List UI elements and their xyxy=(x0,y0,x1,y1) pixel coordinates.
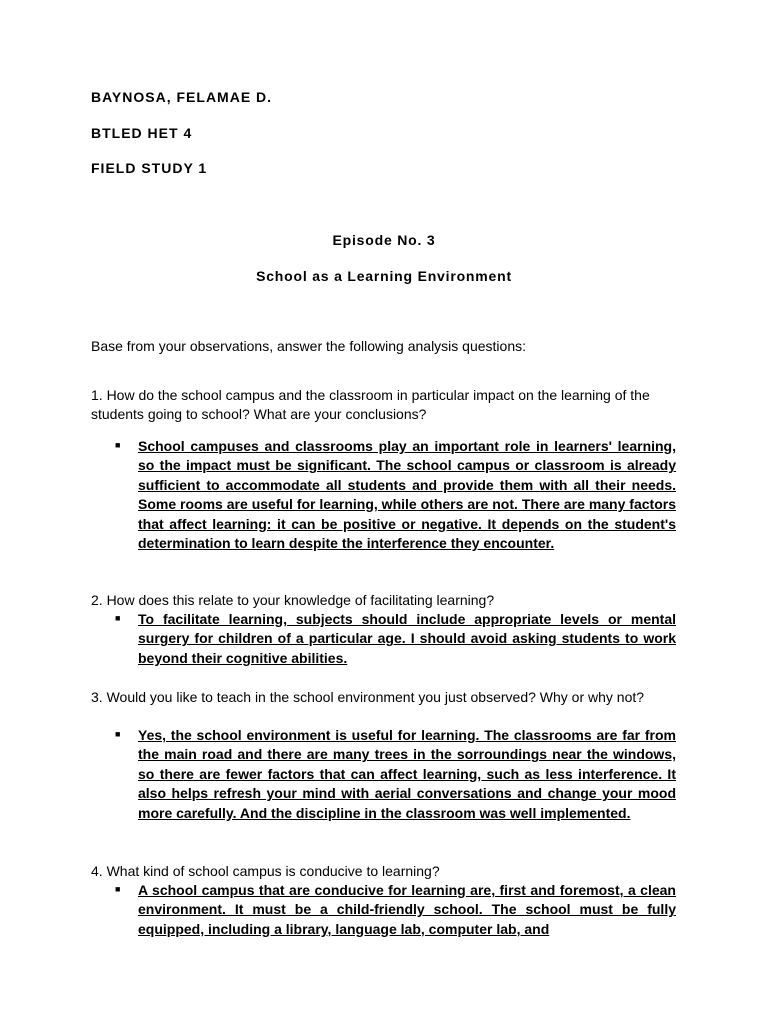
bullet-icon: ■ xyxy=(115,729,121,739)
question-1: 1. How do the school campus and the classroom in particular impact on the learning of the students going to school? What are your conclusions? xyxy=(91,387,650,422)
answer-3: Yes, the school environment is useful for learning. The classrooms are far from the main road and there are many trees in the sorroundings near the windows, so there are fewer factors that can affect learning, such as less interference. It also helps refresh your mind with aerial conversations and change your mood more carefully. And the discipline in the classroom was well implemented. xyxy=(138,727,676,821)
student-name: BAYNOSA, FELAMAE D. xyxy=(91,89,273,105)
bullet-icon: ■ xyxy=(115,440,121,450)
question-4: 4. What kind of school campus is conducive to learning? xyxy=(91,863,440,879)
subject-title: FIELD STUDY 1 xyxy=(91,160,208,176)
bullet-icon: ■ xyxy=(115,613,121,623)
question-2: 2. How does this relate to your knowledge of facilitating learning? xyxy=(91,592,495,608)
answer-2: To facilitate learning, subjects should include appropriate levels or mental surgery for children of a particular age. I should avoid asking students to work beyond their cognitive abilities. xyxy=(138,611,676,666)
answer-4: A school campus that are conducive for learning are, first and foremost, a clean environment. It must be a child-friendly school. The school must be fully equipped, including a library, language lab, computer lab, and xyxy=(138,882,676,937)
episode-number: Episode No. 3 xyxy=(332,232,436,248)
answer-1: School campuses and classrooms play an important role in learners' learning, so the impact must be significant. The school campus or classroom is already sufficient to accommodate all students and provide them with all their needs. Some rooms are useful for learning, while others are not. There are many factors that affect learning: it can be positive or negative. It depends on the student's determination to learn despite the interference they encounter. xyxy=(138,438,676,552)
instruction-text: Base from your observations, answer the following analysis questions: xyxy=(91,338,526,354)
episode-title: School as a Learning Environment xyxy=(256,268,512,284)
bullet-icon: ■ xyxy=(115,884,121,894)
course-code: BTLED HET 4 xyxy=(91,125,193,141)
question-3: 3. Would you like to teach in the school environment you just observed? Why or why not? xyxy=(91,689,645,705)
